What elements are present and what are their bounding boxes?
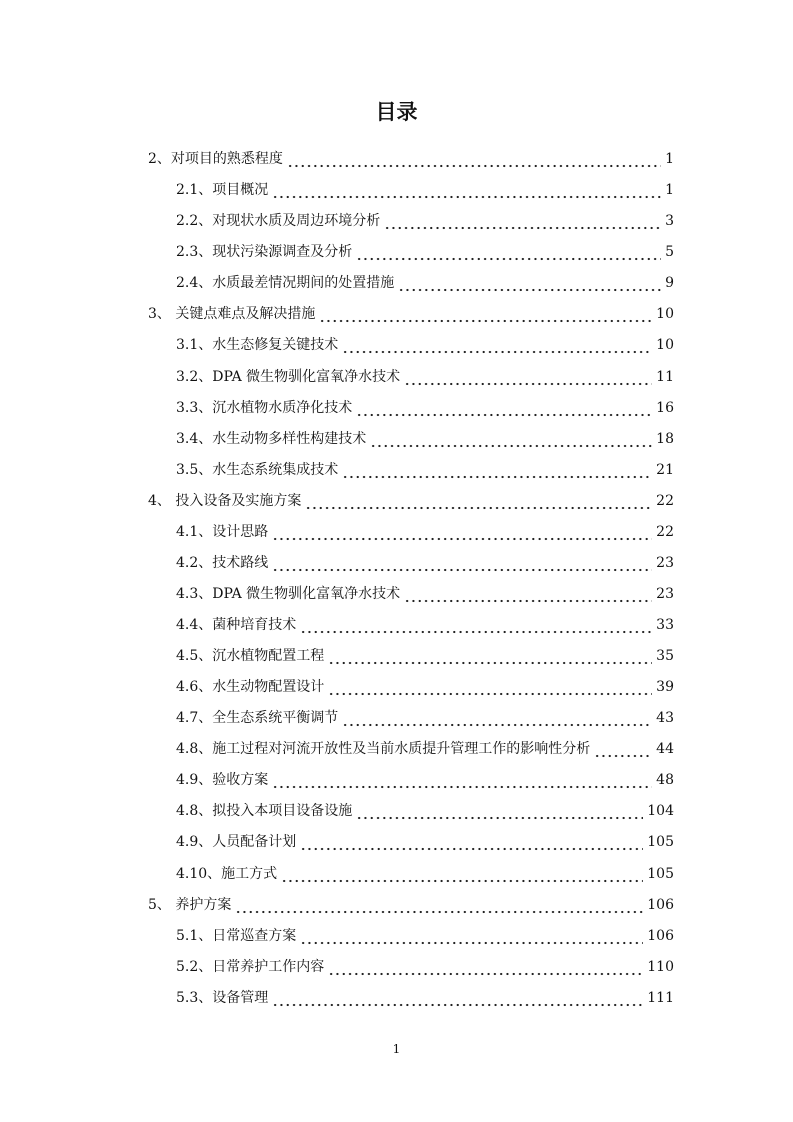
toc-entry-label: 5.3、设备管理 — [176, 989, 269, 1006]
toc-entry-label: 3.1、水生态修复关键技术 — [176, 337, 339, 354]
toc-entry[interactable] — [148, 791, 674, 822]
toc-entry-page: 35 — [656, 648, 674, 665]
toc-entry-page: 48 — [656, 772, 674, 789]
dot-leader — [356, 397, 652, 419]
dot-leader — [272, 521, 652, 543]
toc-entry-page: 105 — [647, 865, 674, 882]
toc-entry-label: 2.2、对现状水质及周边环境分析 — [176, 213, 381, 230]
toc-entry[interactable] — [148, 356, 674, 387]
toc-entry-label: 3.2、DPA 微生物驯化富氧净水技术 — [176, 368, 401, 385]
toc-entry-page: 10 — [656, 337, 674, 354]
dot-leader — [404, 366, 652, 388]
toc-entry-label: 5.2、日常养护工作内容 — [176, 958, 325, 975]
dot-leader — [235, 894, 643, 916]
toc-entry-page: 21 — [656, 461, 674, 478]
toc-entry-label: 4.8、拟投入本项目设备设施 — [176, 803, 353, 820]
toc-entry-label: 2.4、水质最差情况期间的处置措施 — [176, 275, 395, 292]
dot-leader — [287, 148, 661, 170]
toc-entry-page: 106 — [647, 927, 674, 944]
dot-leader — [272, 987, 643, 1009]
toc-entry[interactable] — [148, 978, 674, 1009]
toc-entry-label: 4、 投入设备及实施方案 — [148, 492, 302, 509]
dot-leader — [356, 241, 661, 263]
toc-entry-page: 1 — [665, 182, 674, 199]
dot-leader — [319, 303, 652, 325]
toc-entry-label: 4.9、人员配备计划 — [176, 834, 297, 851]
dot-leader — [281, 863, 643, 885]
toc-entry-label: 4.2、技术路线 — [176, 554, 269, 571]
toc-entry-page: 11 — [656, 368, 674, 385]
toc-entry-label: 2、对项目的熟悉程度 — [148, 151, 283, 168]
toc-entry-page: 110 — [647, 958, 674, 975]
page-number: 1 — [392, 1042, 401, 1056]
toc-entry[interactable] — [148, 388, 674, 419]
toc-entry-page: 43 — [656, 710, 674, 727]
toc-entry-page: 3 — [665, 213, 674, 230]
toc-entry-page: 9 — [665, 275, 674, 292]
dot-leader — [272, 552, 652, 574]
toc-entry[interactable] — [148, 636, 674, 667]
toc-entry-page: 22 — [656, 492, 674, 509]
dot-leader — [328, 676, 652, 698]
dot-leader — [300, 925, 643, 947]
dot-leader — [328, 956, 643, 978]
toc-entry[interactable] — [148, 605, 674, 636]
toc-entry-page: 5 — [665, 244, 674, 261]
dot-leader — [398, 272, 661, 294]
toc-entry-label: 3.5、水生态系统集成技术 — [176, 461, 339, 478]
toc-entry-label: 4.9、验收方案 — [176, 772, 269, 789]
toc-entry[interactable] — [148, 481, 674, 512]
toc-entry-page: 18 — [656, 430, 674, 447]
toc-entry[interactable] — [148, 201, 674, 232]
toc-entry-page: 23 — [656, 554, 674, 571]
toc-entry-page: 23 — [656, 585, 674, 602]
toc-entry-page: 39 — [656, 679, 674, 696]
toc-entry-page: 44 — [656, 741, 674, 758]
toc-entry-label: 4.1、设计思路 — [176, 523, 269, 540]
toc-entry-label: 3、 关键点难点及解决措施 — [148, 306, 316, 323]
dot-leader — [272, 769, 652, 791]
toc-entry-label: 2.1、项目概况 — [176, 182, 269, 199]
toc-entry[interactable] — [148, 170, 674, 201]
dot-leader — [594, 738, 652, 760]
toc-entry[interactable] — [148, 729, 674, 760]
toc-entry[interactable] — [148, 139, 674, 170]
toc-title: 目录 — [375, 100, 418, 124]
toc-entry[interactable] — [148, 512, 674, 543]
toc-entry-label: 3.3、沉水植物水质净化技术 — [176, 399, 353, 416]
toc-entry[interactable] — [148, 947, 674, 978]
toc-entry[interactable] — [148, 450, 674, 481]
toc-entry-label: 4.10、施工方式 — [176, 865, 278, 882]
dot-leader — [300, 831, 643, 853]
toc-entry-page: 105 — [647, 834, 674, 851]
dot-leader — [342, 459, 652, 481]
toc-entry[interactable] — [148, 885, 674, 916]
toc-entry-page: 22 — [656, 523, 674, 540]
toc-entry-label: 4.4、菌种培育技术 — [176, 617, 297, 633]
dot-leader — [342, 707, 652, 729]
dot-leader — [305, 490, 652, 512]
dot-leader — [404, 583, 652, 605]
table-of-contents — [148, 139, 674, 1009]
toc-entry-label: 4.8、施工过程对河流开放性及当前水质提升管理工作的影响性分析 — [176, 741, 591, 758]
toc-entry[interactable] — [148, 294, 674, 325]
toc-entry-page: 16 — [656, 399, 674, 416]
toc-entry[interactable] — [148, 853, 674, 884]
dot-leader — [370, 428, 652, 450]
dot-leader — [384, 210, 661, 232]
toc-entry[interactable] — [148, 698, 674, 729]
toc-entry-page: 106 — [647, 896, 674, 913]
toc-entry[interactable] — [148, 667, 674, 698]
toc-entry[interactable] — [148, 325, 674, 356]
toc-entry-label: 4.3、DPA 微生物驯化富氧净水技术 — [176, 585, 401, 602]
toc-entry[interactable] — [148, 574, 674, 605]
toc-entry[interactable] — [148, 419, 674, 450]
dot-leader — [328, 645, 652, 667]
toc-entry-label: 4.5、沉水植物配置工程 — [176, 648, 325, 665]
toc-entry-label: 3.4、水生动物多样性构建技术 — [176, 430, 367, 447]
toc-entry-page: 111 — [647, 989, 674, 1006]
toc-entry-label: 2.3、现状污染源调查及分析 — [176, 244, 353, 261]
toc-entry-page: 10 — [656, 306, 674, 323]
toc-entry-label: 5、 养护方案 — [148, 896, 232, 913]
toc-entry[interactable] — [148, 760, 674, 791]
toc-entry-label: 5.1、日常巡查方案 — [176, 927, 297, 944]
toc-entry[interactable] — [148, 916, 674, 947]
toc-entry[interactable] — [148, 263, 674, 294]
toc-entry[interactable] — [148, 232, 674, 263]
dot-leader — [272, 179, 661, 201]
toc-entry-page: 33 — [656, 617, 674, 633]
toc-entry-label: 4.7、全生态系统平衡调节 — [176, 710, 339, 727]
toc-entry-label: 4.6、水生动物配置设计 — [176, 679, 325, 696]
dot-leader — [300, 614, 652, 636]
toc-entry-page: 104 — [647, 803, 674, 820]
dot-leader — [356, 800, 643, 822]
dot-leader — [342, 334, 652, 356]
toc-entry[interactable] — [148, 543, 674, 574]
toc-entry-page: 1 — [665, 151, 674, 168]
toc-entry[interactable] — [148, 822, 674, 853]
